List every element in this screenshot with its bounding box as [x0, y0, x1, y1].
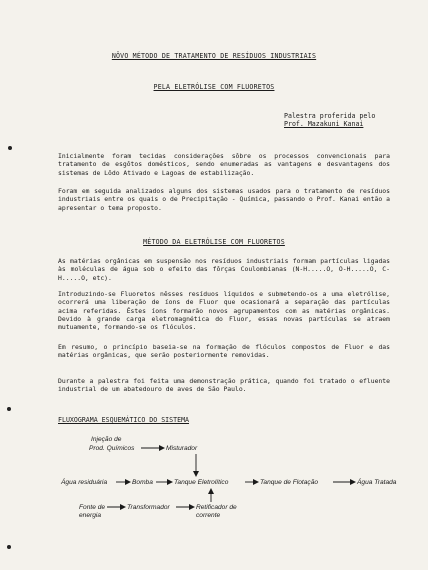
- flow-rectifier-label: Retificador de: [196, 504, 237, 511]
- method-paragraph-2: Introduzindo-se Fluoretos nêsses resíduos líquidos e submetendo-os a uma eletrólise, ocorrerá uma liberação de íons de Fluor que ocasionará a separação das partículas acima referidas. Êstes íons formarão novos agrupamentos com as matérias orgânicas. Devido à grande carga eletromagnética do Fluor, essas novas partículas se atraem mutuamente, formando-se os flóculos.: [58, 290, 390, 332]
- method-paragraph-4: Durante a palestra foi feita uma demonstração prática, quando foi tratado o efluente industrial de um abatedouro de aves de São Paulo.: [58, 377, 390, 394]
- flow-chemicals-label: Prod. Químicos: [89, 445, 135, 452]
- method-paragraph-3: Em resumo, o princípio baseia-se na formação de flóculos compostos de Fluor e das matérias orgânicas, que serão posteriormente removidas.: [58, 343, 390, 360]
- flow-energy-source-label: Fonte de: [79, 504, 106, 511]
- flow-flotation-tank-label: Tanque de Flotação: [260, 479, 319, 486]
- flow-transformer-label: Transformador: [127, 504, 170, 511]
- speaker-line: Palestra proferida pelo: [284, 112, 376, 120]
- flow-treated-water-label: Água Tratada: [357, 479, 397, 486]
- flow-current-label: corrente: [196, 512, 221, 519]
- intro-paragraph-2: Foram em seguida analizados alguns dos sistemas usados para o tratamento de resíduos industriais entre os quais o de Precipitação - Química, passando o Prof. Kanai então a apresentar o tema proposto.: [58, 187, 390, 212]
- flow-mixer-label: Misturador: [166, 445, 198, 452]
- document-subtitle: PELA ELETRÓLISE COM FLUORETOS: [153, 83, 275, 91]
- flow-wastewater-label: Água residuária: [61, 479, 108, 486]
- intro-paragraph-1: Inicialmente foram tecidas considerações sôbre os processos convencionais para tratamento de esgôtos domésticos, sendo enumeradas as vantagens e desvantagens dos sistemas de Lôdo Ativado e Lagoas de estabilização.: [58, 152, 390, 177]
- document-title: NÔVO MÉTODO DE TRATAMENTO DE RESÍDUOS INDUSTRIAIS: [111, 52, 317, 60]
- method-paragraph-1: As matérias orgânicas em suspensão nos resíduos industriais formam partículas ligadas às moléculas de água sob o efeito das fôrças Coulombianas (N-H.....O, O-H.....O, C-H.....O, etc).: [58, 257, 390, 282]
- speaker-name: Prof. Mazakuni Kanai: [284, 120, 364, 129]
- flow-energy-label: energia: [79, 512, 101, 519]
- flow-pump-label: Bomba: [132, 479, 153, 486]
- flowchart-title: FLUXOGRAMA ESQUEMÁTICO DO SISTEMA: [58, 416, 190, 424]
- section-title: MÉTODO DA ELETRÓLISE COM FLUORETOS: [143, 238, 285, 246]
- flow-injection-label: Injeção de: [91, 436, 122, 443]
- flow-electrolytic-tank-label: Tanque Eletrolítico: [174, 479, 229, 486]
